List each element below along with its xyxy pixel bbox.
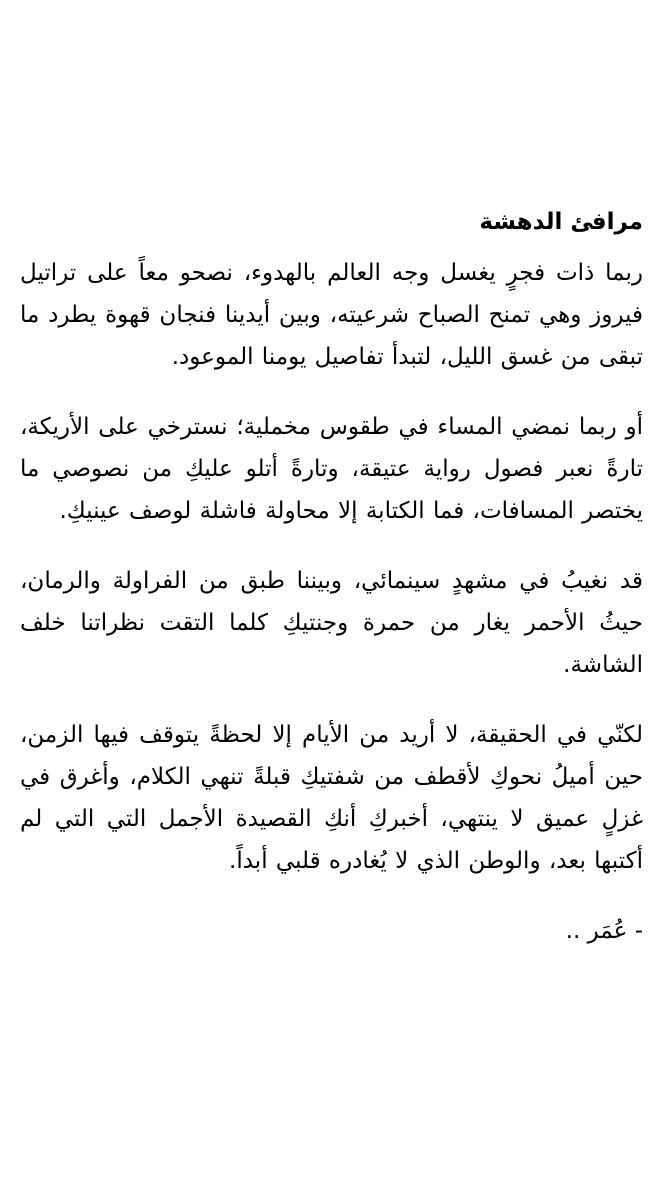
note-body [20,200,643,952]
note-paragraph-2: أو ربما نمضي المساء في طقوس مخملية؛ نسترخي على الأريكة، تارةً نعبر فصول رواية عتيقة، وتارةً أتلو عليكِ من نصوصي ما يختصر المسافات، فما الكتابة إلا محاولة فاشلة لوصف عينيكِ. [20,414,643,524]
note-paragraph-4: لكنّي في الحقيقة، لا أريد من الأيام إلا لحظةً يتوقف فيها الزمن، حين أميلُ نحوكِ لأقطف من شفتيكِ قبلةً تنهي الكلام، وأغرق في غزلٍ عميق لا ينتهي، أخبركِ أنكِ القصيدة الأجمل التي التي لم أكتبها بعد، والوطن الذي لا يُغادره قلبي أبداً. [20,722,643,874]
note-paragraph-1: ربما ذات فجرٍ يغسل وجه العالم بالهدوء، نصحو معاً على تراتيل فيروز وهي تمنح الصباح شرعيته، وبين أيدينا فنجان قهوة يطرد ما تبقى من غسق الليل، لتبدأ تفاصيل يومنا الموعود. [20,260,643,370]
note-title: مرافئ الدهشة [479,209,643,235]
note-signature: - عُمَر .. [565,918,643,944]
note-paragraph-3: قد نغيبُ في مشهدٍ سينمائي، وبيننا طبق من الفراولة والرمان، حيثُ الأحمر يغار من حمرة وجنتيكِ كلما التقت نظراتنا خلف الشاشة. [20,568,643,678]
